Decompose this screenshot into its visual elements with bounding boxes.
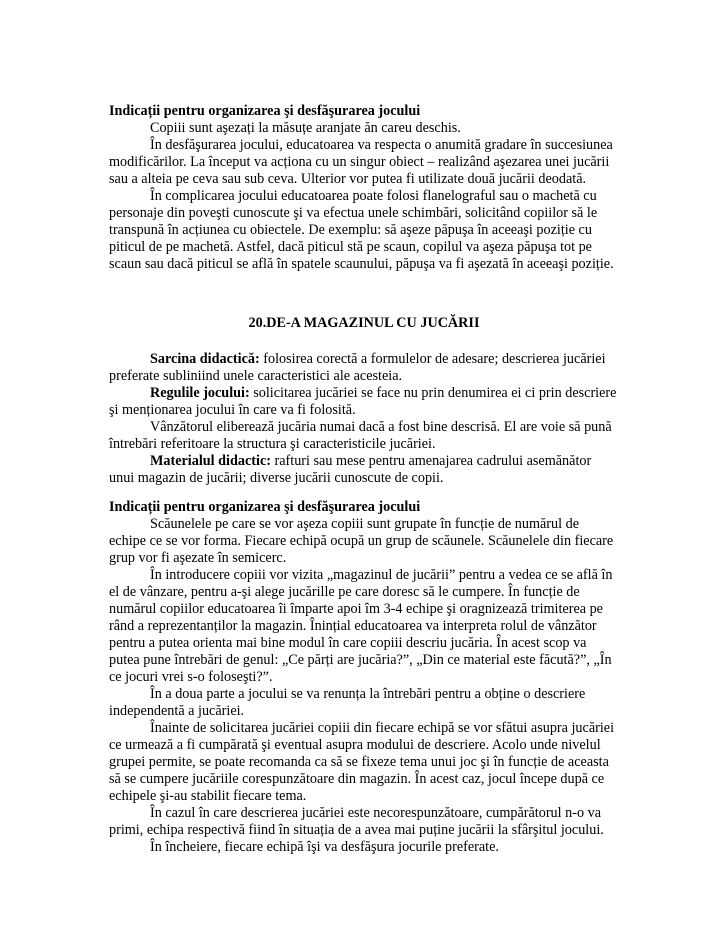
paragraph-line: grup vor fi aşezate în semicerc. xyxy=(109,550,287,566)
paragraph-line: echipele şi-au stabilit fiecare tema. xyxy=(109,788,307,804)
reguli-line xyxy=(150,385,616,402)
paragraph-line: În cazul în care descrierea jucăriei este necorespunzătoare, cumpărătorul n-o va xyxy=(150,805,601,821)
sarcina-label: Sarcina didactică: xyxy=(150,351,260,367)
paragraph-line: şi menționarea jocului în care va fi folosită. xyxy=(109,402,356,418)
material-text: rafturi sau mese pentru amenajarea cadrului asemănător xyxy=(270,453,592,469)
paragraph-line: numărul copiilor educatoarea îi împarte apoi îm 3-4 echipe şi oragnizează trimiterea pe xyxy=(109,601,603,617)
paragraph-line: transpună în acțiunea cu obiectele. De exemplu: să aşeze păpuşa în aceeaşi poziție cu xyxy=(109,222,592,238)
paragraph-line: sau a alteia pe ceva sau sub ceva. Ulterior vor putea fi utilizate două jucării deodată. xyxy=(109,171,587,187)
section-heading: Indicații pentru organizarea şi desfăşurarea jocului xyxy=(109,499,421,515)
paragraph-line: scaun sau dacă piticul se află în spatele scaunului, păpuşa va fi aşezată în aceeaşi poziție. xyxy=(109,256,614,272)
paragraph-line: piticul de pe machetă. Astfel, dacă piticul stă pe scaun, copilul va aşeza păpuşa tot pe xyxy=(109,239,592,255)
paragraph-line: ce urmează a fi cumpărată şi eventual asupra modului de descriere. Acolo unde nivelul xyxy=(109,737,601,753)
paragraph-line: În introducere copiii vor vizita „magazinul de jucării” pentru a vedea ce se află în xyxy=(150,567,613,583)
paragraph-line: el de vânzare, pentru a-şi alege jucărille pe care doresc să le cumpere. În funcție de xyxy=(109,584,580,600)
paragraph-line: modificărilor. La început va acționa cu un singur obiect – realizând aşezarea unei jucării xyxy=(109,154,610,170)
sarcina-text: folosirea corectă a formulelor de adesare; descrierea jucăriei xyxy=(259,351,606,367)
paragraph-line: În a doua parte a jocului se va renunța la întrebări pentru a obține o descriere xyxy=(150,686,586,702)
game-title: 20.DE-A MAGAZINUL CU JUCĂRII xyxy=(248,315,480,331)
paragraph-line: rând a reprezentanților la magazin. Înințial educatoarea va interpreta rolul de vânzător xyxy=(109,618,597,634)
material-label: Materialul didactic: xyxy=(150,453,271,469)
paragraph-line: grupei permite, se poate recomanda ca să se fixeze tema unui joc şi în funcție de aceasta xyxy=(109,754,609,770)
paragraph-line: personaje din poveşti cunoscute şi va efectua unele schimbări, solicitând copiilor să le xyxy=(109,205,598,221)
paragraph-line: putea pune întrebări de genul: „Ce părți are jucăria?”, „Din ce material este făcută?”, „În xyxy=(109,652,612,668)
reguli-label: Regulile jocului: xyxy=(150,385,250,401)
paragraph-line: să se cumpere jucăriile corespunzătoare din magazin. În acest caz, jocul începe după ce xyxy=(109,771,605,787)
paragraph-line: echipe ce se vor forma. Fiecare echipă ocupă un grup de scăunele. Scăunelele din fiecare xyxy=(109,533,614,549)
material-line xyxy=(150,453,591,470)
section-heading: Indicații pentru organizarea şi desfăşurarea jocului xyxy=(109,103,421,119)
paragraph-line: Vânzătorul eliberează jucăria numai dacă a fost bine descrisă. El are voie să pună xyxy=(150,419,612,435)
paragraph-line: Scăunelele pe care se vor aşeza copiii sunt grupate în funcție de numărul de xyxy=(150,516,579,532)
reguli-text: solicitarea jucăriei se face nu prin denumirea ei ci prin descriere xyxy=(249,385,617,401)
paragraph-line: În desfăşurarea jocului, educatoarea va respecta o anumită gradare în succesiunea xyxy=(150,137,613,153)
paragraph-line: întrebări referitoare la structura şi caracteristicile jucăriei. xyxy=(109,436,436,452)
sarcina-line xyxy=(150,351,606,368)
paragraph-line: preferate subliniind unele caracteristici ale acesteia. xyxy=(109,368,403,384)
paragraph-line: ce jocuri vrei s-o foloseşti?”. xyxy=(109,669,273,685)
paragraph-line: În încheiere, fiecare echipă îşi va desfăşura jocurile preferate. xyxy=(150,839,499,855)
paragraph-line: Înainte de solicitarea jucăriei copiii din fiecare echipă se vor sfătui asupra jucăriei xyxy=(150,720,615,736)
paragraph-line: primi, echipa respectivă fiind în situația de a avea mai puține jucării la sfârşitul jocului. xyxy=(109,822,604,838)
paragraph-line: În complicarea jocului educatoarea poate folosi flanelograful sau o machetă cu xyxy=(150,188,597,204)
paragraph-line: Copiii sunt aşezați la măsuțe aranjate ăn careu deschis. xyxy=(150,120,461,136)
paragraph-line: unui magazin de jucării; diverse jucării cunoscute de copii. xyxy=(109,470,444,486)
paragraph-line: pentru a putea orienta mai bine modul în care copiii descriu jucăria. În acest scop va xyxy=(109,635,587,651)
paragraph-line: independentă a jucăriei. xyxy=(109,703,245,719)
